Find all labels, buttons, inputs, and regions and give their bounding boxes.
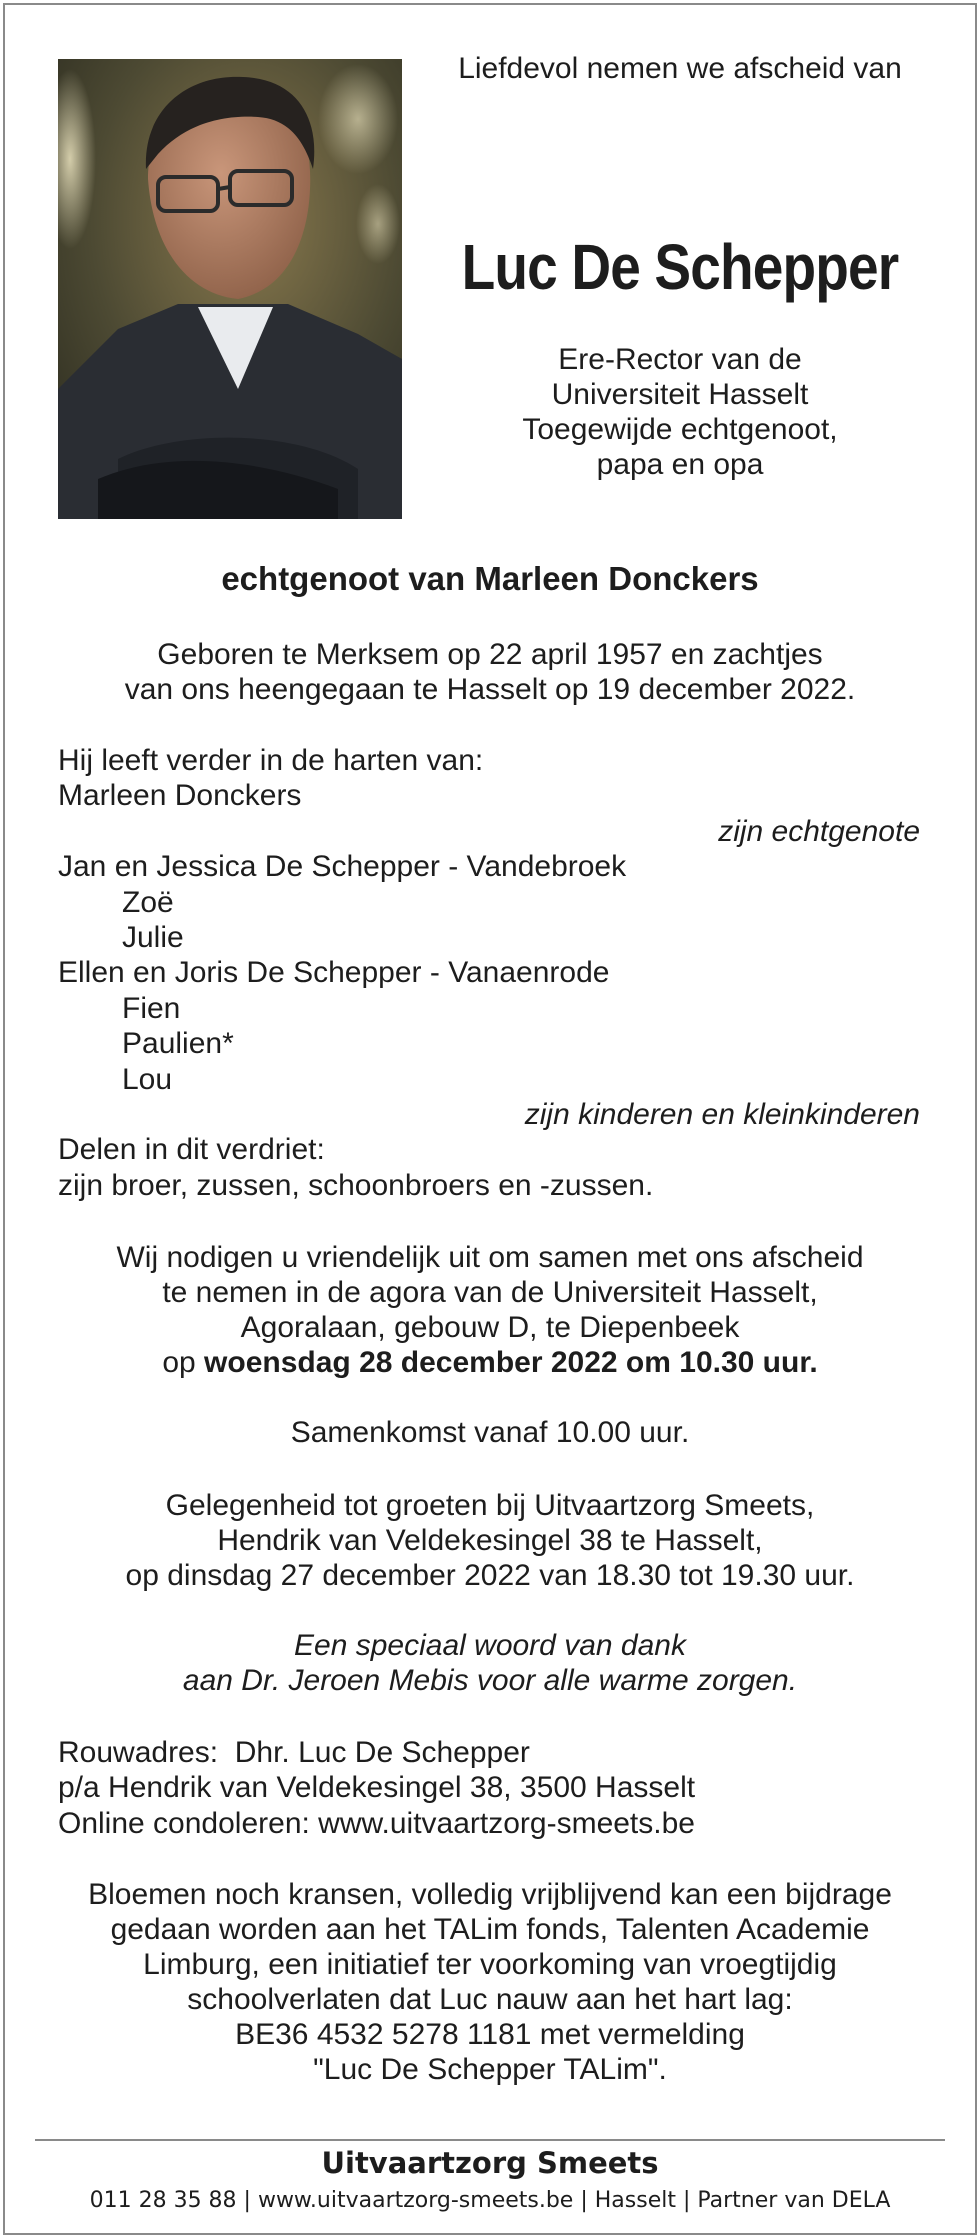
subtitle-line: papa en opa <box>596 448 764 481</box>
thanks-line: Een speciaal woord van dank <box>294 1629 686 1662</box>
subtitle-line: Universiteit Hasselt <box>551 378 809 411</box>
address-line: p/a Hendrik van Veldekesingel 38, 3500 Hasselt <box>58 1771 696 1805</box>
greeting-line: Hendrik van Veldekesingel 38 te Hasselt, <box>217 1524 763 1557</box>
flowers-line: schoolverlaten dat Luc nauw aan het hart lag: <box>187 1983 793 2016</box>
grandchild: Paulien* <box>122 1027 234 1061</box>
flowers-line: gedaan worden aan het TALim fonds, Talenten Academie <box>110 1913 870 1946</box>
flowers-line: "Luc De Schepper TALim". <box>313 2053 667 2086</box>
share-text: zijn broer, zussen, schoonbroers en -zussen. <box>58 1168 654 1202</box>
footer-contact: 011 28 35 88 | www.uitvaartzorg-smeets.be | Hasselt | Partner van DELA <box>89 2188 891 2213</box>
address-block <box>58 1735 938 1841</box>
spouse-name: Marleen Donckers <box>58 779 302 813</box>
flowers-block <box>40 1877 940 2087</box>
address-line: Online condoleren: www.uitvaartzorg-smeets.be <box>58 1806 695 1840</box>
gathering-text: Samenkomst vanaf 10.00 uur. <box>290 1416 690 1449</box>
greeting-block <box>40 1488 940 1593</box>
ceremony-date-prefix: op <box>162 1346 196 1379</box>
portrait-photo <box>58 59 402 519</box>
child-couple: Ellen en Joris De Schepper - Vanaenrode <box>58 956 610 990</box>
grandchild: Julie <box>122 921 184 955</box>
children-role: zijn kinderen en kleinkinderen <box>524 1098 920 1132</box>
spouse-line: echtgenoot van Marleen Donckers <box>221 560 759 597</box>
greeting-line: op dinsdag 27 december 2022 van 18.30 tot 19.30 uur. <box>125 1559 855 1592</box>
share-heading: Delen in dit verdriet: <box>58 1133 325 1167</box>
ceremony-line: Wij nodigen u vriendelijk uit om samen met ons afscheid <box>116 1241 864 1274</box>
subtitle-line: Toegewijde echtgenoot, <box>522 413 838 446</box>
child-couple: Jan en Jessica De Schepper - Vandebroek <box>58 850 627 884</box>
greeting-line: Gelegenheid tot groeten bij Uitvaartzorg Smeets, <box>165 1489 815 1522</box>
grandchild: Zoë <box>122 885 174 919</box>
grandchild: Lou <box>122 1062 173 1096</box>
spouse-role: zijn echtgenote <box>718 814 920 848</box>
ceremony-date-bold: woensdag 28 december 2022 om 10.30 uur. <box>204 1346 818 1379</box>
flowers-line: Bloemen noch kransen, volledig vrijblijvend kan een bijdrage <box>88 1878 892 1911</box>
ceremony-date <box>40 1345 940 1380</box>
birth-line: Geboren te Merksem op 22 april 1957 en zachtjes <box>157 638 823 671</box>
flowers-line: Limburg, een initiatief ter voorkoming van vroegtijdig <box>143 1948 837 1981</box>
family-heading: Hij leeft verder in de harten van: <box>58 744 484 777</box>
ceremony-line: te nemen in de agora van de Universiteit Hasselt, <box>162 1276 818 1309</box>
thanks-block <box>40 1628 940 1698</box>
family-block <box>58 743 938 1203</box>
flowers-line: BE36 4532 5278 1181 met vermelding <box>235 2018 745 2051</box>
subtitle-line: Ere-Rector van de <box>558 343 802 376</box>
footer-title: Uitvaartzorg Smeets <box>321 2146 659 2180</box>
deceased-name: Luc De Schepper <box>461 231 899 303</box>
birth-line: van ons heengegaan te Hasselt op 19 december 2022. <box>124 673 856 706</box>
address-line: Rouwadres: Dhr. Luc De Schepper <box>58 1736 530 1769</box>
subtitle <box>420 342 940 482</box>
intro-text: Liefdevol nemen we afscheid van <box>458 52 902 85</box>
ceremony-line: Agoralaan, gebouw D, te Diepenbeek <box>240 1311 740 1344</box>
thanks-line: aan Dr. Jeroen Mebis voor alle warme zorgen. <box>182 1664 798 1697</box>
ceremony-block <box>40 1240 940 1380</box>
footer-divider <box>35 2139 945 2141</box>
birth-block <box>40 637 940 707</box>
grandchild: Fien <box>122 991 181 1025</box>
